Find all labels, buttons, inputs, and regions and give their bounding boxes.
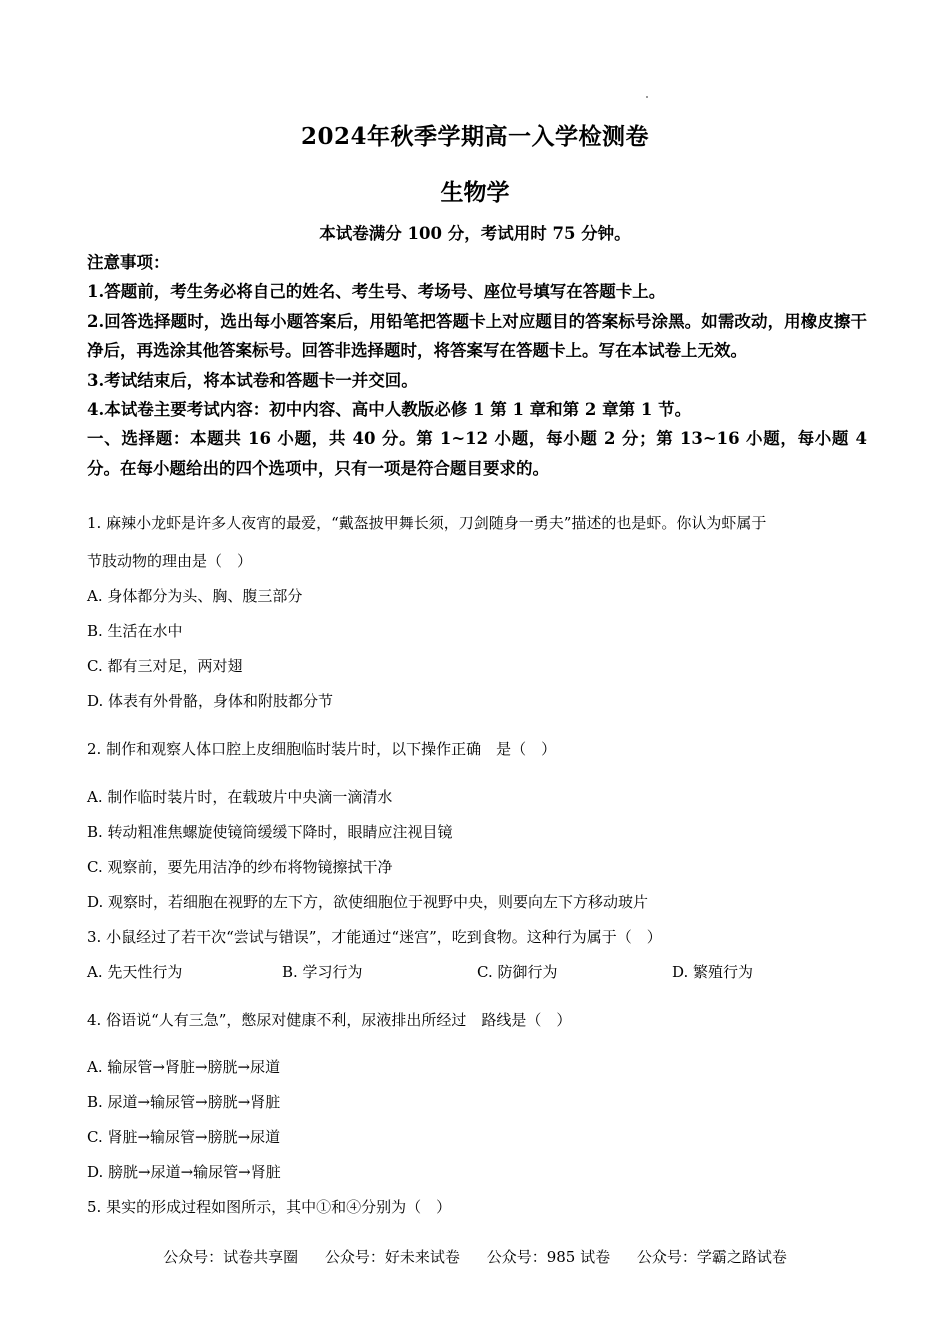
question-3-stem: 3. 小鼠经过了若干次“尝试与错误”，才能通过“迷宫”，吃到食物。这种行为属于（ ）	[87, 928, 662, 946]
notice-item: 2.回答选择题时，选出每小题答案后，用铅笔把答题卡上对应题目的答案标号涂黑。如需改动，用橡皮擦干净后，再选涂其他答案标号。回答非选择题时，将答案写在答题卡上。写在本试卷上无效。	[87, 311, 867, 361]
notice-item: 1.答题前，考生务必将自己的姓名、考生号、考场号、座位号填写在答题卡上。	[87, 282, 666, 302]
notice-heading: 注意事项：	[87, 253, 170, 272]
question-2-option-b: B. 转动粗准焦螺旋使镜筒缓缓下降时，眼睛应注视目镜	[87, 823, 453, 841]
question-5-stem: 5. 果实的形成过程如图所示，其中①和④分别为（ ）	[87, 1198, 452, 1216]
question-1-option-c: C. 都有三对足，两对翅	[87, 657, 243, 675]
notice-item: 4.本试卷主要考试内容：初中内容、高中人教版必修 1 第 1 章和第 2 章第 1 节。	[87, 400, 692, 420]
question-1-stem-cont: 节肢动物的理由是（ ）	[87, 552, 253, 570]
footer-wechat-1: 公众号：试卷共享圈	[163, 1248, 299, 1266]
question-3-option-b: B. 学习行为	[282, 963, 363, 981]
score-time-line: 本试卷满分 100 分，考试用时 75 分钟。	[319, 224, 631, 243]
subject-title: 生物学	[440, 179, 510, 206]
scan-dot-mark	[646, 96, 648, 98]
footer-wechat-4: 公众号：学霸之路试卷	[636, 1248, 787, 1266]
question-1-option-d: D. 体表有外骨骼，身体和附肢都分节	[87, 692, 334, 710]
notice-block	[87, 248, 867, 483]
question-3-options	[87, 961, 867, 982]
page-footer	[0, 1246, 950, 1267]
question-2-option-d: D. 观察时，若细胞在视野的左下方，欲使细胞位于视野中央，则要向左下方移动玻片	[87, 893, 649, 911]
question-2-stem: 2. 制作和观察人体口腔上皮细胞临时装片时，以下操作正确 是（ ）	[87, 740, 557, 758]
question-4-option-c: C. 肾脏→输尿管→膀胱→尿道	[87, 1128, 281, 1146]
question-4-option-b: B. 尿道→输尿管→膀胱→肾脏	[87, 1093, 281, 1111]
question-2-option-a: A. 制作临时装片时，在载玻片中央滴一滴清水	[87, 788, 393, 806]
question-1-option-a: A. 身体都分为头、胸、腹三部分	[87, 587, 303, 605]
question-4-stem: 4. 俗语说“人有三急”，憋尿对健康不利，尿液排出所经过 路线是（ ）	[87, 1011, 572, 1029]
footer-wechat-2: 公众号：好未来试卷	[324, 1248, 460, 1266]
notice-item: 3.考试结束后，将本试卷和答题卡一并交回。	[87, 370, 418, 390]
exam-title: 2024年秋季学期高一入学检测卷	[300, 123, 649, 150]
question-2-option-c: C. 观察前，要先用洁净的纱布将物镜擦拭干净	[87, 858, 393, 876]
footer-wechat-3: 公众号：985 试卷	[486, 1248, 611, 1266]
section-heading: 一、选择题：本题共 16 小题，共 40 分。第 1~12 小题，每小题 2 分；第 13~16 小题，每小题 4 分。在每小题给出的四个选项中，只有一项是符合题目要求的。	[87, 429, 867, 478]
question-1-stem: 1. 麻辣小龙虾是许多人夜宵的最爱，“戴盔披甲舞长须，刀剑随身一勇夫”描述的也是虾。你认为虾属于	[87, 514, 767, 532]
question-4-option-a: A. 输尿管→肾脏→膀胱→尿道	[87, 1058, 281, 1076]
question-3-option-c: C. 防御行为	[477, 963, 558, 981]
question-3-option-d: D. 繁殖行为	[672, 963, 754, 981]
question-1-option-b: B. 生活在水中	[87, 622, 183, 640]
question-4-option-d: D. 膀胱→尿道→输尿管→肾脏	[87, 1163, 281, 1181]
question-3-option-a: A. 先天性行为	[87, 963, 183, 981]
